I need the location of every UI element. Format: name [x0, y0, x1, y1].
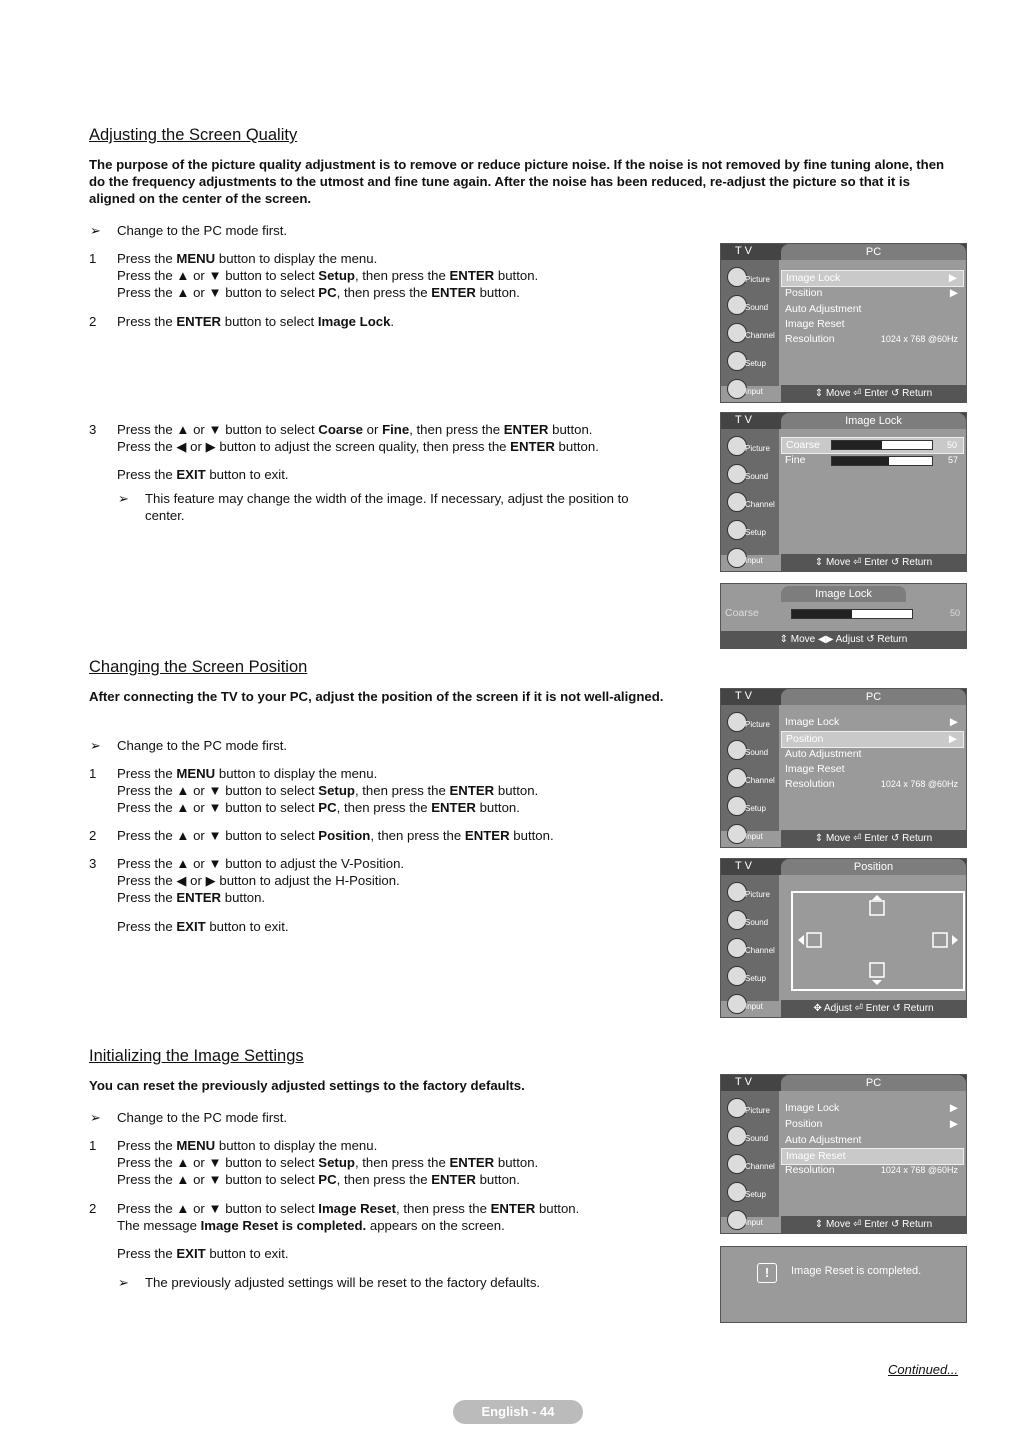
note-text: center. — [145, 508, 185, 523]
sound-icon — [727, 740, 747, 760]
osd-footer: ⇕ Move ⏎ Enter ↺ Return — [781, 1216, 966, 1233]
step-text: Press the ▲ or ▼ button to select Position, then press the ENTER button. — [117, 828, 554, 843]
channel-icon — [727, 323, 747, 343]
osd-side-input: Input — [723, 545, 777, 572]
osd-menu-item: Resolution 1024 x 768 @60Hz — [785, 778, 958, 790]
channel-icon — [727, 938, 747, 958]
exit-text: Press the EXIT button to exit. — [117, 1246, 289, 1261]
step-text: Press the ▲ or ▼ button to select PC, then press the ENTER button. — [117, 1172, 520, 1187]
osd-side-channel: Channel — [723, 935, 777, 963]
step-number: 2 — [89, 1201, 97, 1216]
step-text: Press the ▲ or ▼ button to select Setup, then press the ENTER button. — [117, 1155, 539, 1170]
osd-sidebar — [721, 429, 779, 565]
setup-icon — [727, 351, 747, 371]
osd-footer: ⇕ Move ⏎ Enter ↺ Return — [781, 554, 966, 571]
section-title-initialize: Initializing the Image Settings — [89, 1047, 304, 1065]
note-pc-mode: Change to the PC mode first. — [117, 223, 288, 238]
exit-text: Press the EXIT button to exit. — [117, 919, 289, 934]
note-text: The previously adjusted settings will be reset to the factory defaults. — [145, 1275, 541, 1290]
osd-side-input: Input — [723, 1207, 777, 1234]
osd-side-channel: Channel — [723, 489, 777, 517]
osd-side-setup: Setup — [723, 963, 777, 991]
step-text: Press the ▲ or ▼ button to select Image Reset, then press the ENTER button. — [117, 1201, 580, 1216]
setup-icon — [727, 966, 747, 986]
step-text: Press the MENU button to display the menu. — [117, 766, 378, 781]
note-arrow-icon: ➢ — [90, 738, 101, 753]
osd-menu-item: Position ▶ — [785, 287, 958, 299]
step-text: Press the ▲ or ▼ button to select PC, then press the ENTER button. — [117, 800, 520, 815]
osd-side-setup: Setup — [723, 793, 777, 821]
osd-side-channel: Channel — [723, 320, 777, 348]
osd-footer: ⇕ Move ⏎ Enter ↺ Return — [781, 830, 966, 847]
osd-side-setup: Setup — [723, 1179, 777, 1207]
coarse-bar — [831, 440, 933, 450]
note-pc-mode: Change to the PC mode first. — [117, 1110, 288, 1125]
osd-menu-item: Position ▶ — [781, 731, 964, 748]
osd-menu-item: Auto Adjustment — [785, 1134, 862, 1146]
note-arrow-icon: ➢ — [118, 491, 129, 506]
note-pc-mode: Change to the PC mode first. — [117, 738, 288, 753]
osd-tv-label: T V — [735, 690, 752, 702]
osd-coarse-row: Coarse 50 — [725, 607, 960, 619]
step-text: The message Image Reset is completed. appears on the screen. — [117, 1218, 505, 1233]
osd-title: Position — [781, 859, 966, 875]
osd-side-picture: Picture — [723, 709, 777, 737]
osd-side-picture: Picture — [723, 264, 777, 292]
osd-menu-item: Auto Adjustment — [785, 748, 862, 760]
note-arrow-icon: ➢ — [90, 1110, 101, 1125]
channel-icon — [727, 768, 747, 788]
picture-icon — [727, 1098, 747, 1118]
section-title-screen-position: Changing the Screen Position — [89, 658, 308, 676]
osd-tv-label: T V — [735, 1076, 752, 1088]
osd-footer: ⇕ Move ◀▶ Adjust ↺ Return — [721, 631, 966, 648]
osd-menu-item: Auto Adjustment — [785, 303, 862, 315]
osd-side-setup: Setup — [723, 348, 777, 376]
osd-menu-item: Image Lock ▶ — [785, 716, 958, 728]
sound-icon — [727, 910, 747, 930]
step-number: 3 — [89, 856, 97, 871]
osd-title: PC — [781, 244, 966, 260]
input-icon — [727, 379, 747, 399]
osd-tv-label: T V — [735, 860, 752, 872]
channel-icon — [727, 1154, 747, 1174]
osd-pc-menu — [720, 243, 967, 403]
position-frame — [791, 891, 965, 991]
osd-footer: ⇕ Move ⏎ Enter ↺ Return — [781, 385, 966, 402]
osd-side-input: Input — [723, 991, 777, 1018]
input-icon — [727, 994, 747, 1014]
osd-side-sound: Sound — [723, 292, 777, 320]
reset-message-text: Image Reset is completed. — [791, 1265, 922, 1277]
osd-side-sound: Sound — [723, 907, 777, 935]
osd-sidebar — [721, 705, 779, 841]
step-text: Press the ENTER button to select Image Lock. — [117, 314, 395, 329]
osd-pc-menu-position — [720, 688, 967, 848]
osd-sidebar — [721, 875, 779, 1011]
osd-side-sound: Sound — [723, 1123, 777, 1151]
step-text: Press the MENU button to display the menu. — [117, 1138, 378, 1153]
sound-icon — [727, 464, 747, 484]
osd-title: Image Lock — [781, 413, 966, 429]
intro-initialize: You can reset the previously adjusted settings to the factory defaults. — [89, 1078, 525, 1093]
osd-menu-item: Image Lock ▶ — [785, 1102, 958, 1114]
sound-icon — [727, 1126, 747, 1146]
osd-side-sound: Sound — [723, 737, 777, 765]
osd-sidebar — [721, 260, 779, 396]
continued-label: Continued... — [888, 1362, 959, 1377]
input-icon — [727, 1210, 747, 1230]
setup-icon — [727, 796, 747, 816]
osd-menu-item: Image Reset — [781, 1148, 964, 1165]
osd-menu-item: Image Lock ▶ — [781, 270, 964, 287]
channel-icon — [727, 492, 747, 512]
coarse-adjust-bar — [791, 609, 913, 619]
osd-menu-item: Resolution 1024 x 768 @60Hz — [785, 1164, 958, 1176]
section-title-screen-quality: Adjusting the Screen Quality — [89, 126, 298, 144]
osd-title: PC — [781, 1075, 966, 1091]
osd-menu-item: Resolution 1024 x 768 @60Hz — [785, 333, 958, 345]
step-text: Press the ▲ or ▼ button to select PC, then press the ENTER button. — [117, 285, 520, 300]
osd-menu-item: Image Reset — [785, 763, 845, 775]
picture-icon — [727, 712, 747, 732]
osd-pc-menu-reset — [720, 1074, 967, 1234]
osd-side-picture: Picture — [723, 1095, 777, 1123]
step-text: Press the ▲ or ▼ button to adjust the V-Position. — [117, 856, 405, 871]
note-arrow-icon: ➢ — [90, 223, 101, 238]
osd-side-sound: Sound — [723, 461, 777, 489]
step-number: 2 — [89, 314, 97, 329]
step-number: 1 — [89, 1138, 97, 1153]
osd-menu-item: Image Reset — [785, 318, 845, 330]
sound-icon — [727, 295, 747, 315]
osd-image-lock — [720, 412, 967, 572]
setup-icon — [727, 520, 747, 540]
step-text: Press the ◀ or ▶ button to adjust the H-Position. — [117, 873, 400, 888]
osd-title: Image Lock — [781, 586, 906, 602]
intro-screen-quality: The purpose of the picture quality adjustment is to remove or reduce picture noise. If the noise is not removed by fine tuning alone, then do the frequency adjustments to the utmost and fine tune again. After the noise has been reduced, re-adjust the picture so that it is aligned on the center of the screen. — [89, 157, 945, 206]
fine-bar — [831, 456, 933, 466]
osd-coarse-row: Coarse 50 — [781, 437, 964, 454]
picture-icon — [727, 882, 747, 902]
osd-side-picture: Picture — [723, 879, 777, 907]
input-icon — [727, 824, 747, 844]
osd-side-picture: Picture — [723, 433, 777, 461]
step-text: Press the ◀ or ▶ button to adjust the screen quality, then press the ENTER button. — [117, 439, 599, 454]
step-text: Press the ENTER button. — [117, 890, 266, 905]
picture-icon — [727, 267, 747, 287]
step-text: Press the ▲ or ▼ button to select Setup, then press the ENTER button. — [117, 268, 539, 283]
info-icon: ! — [757, 1263, 777, 1283]
page-number-badge: English - 44 — [453, 1400, 583, 1424]
osd-side-channel: Channel — [723, 765, 777, 793]
step-text: Press the MENU button to display the menu. — [117, 251, 378, 266]
step-text: Press the ▲ or ▼ button to select Coarse or Fine, then press the ENTER button. — [117, 422, 593, 437]
setup-icon — [727, 1182, 747, 1202]
step-number: 2 — [89, 828, 97, 843]
note-arrow-icon: ➢ — [118, 1275, 129, 1290]
osd-image-lock-adjust — [720, 583, 967, 649]
osd-footer: ✥ Adjust ⏎ Enter ↺ Return — [781, 1000, 966, 1017]
osd-tv-label: T V — [735, 414, 752, 426]
osd-side-input: Input — [723, 821, 777, 848]
osd-sidebar — [721, 1091, 779, 1227]
step-number: 1 — [89, 766, 97, 781]
exit-text: Press the EXIT button to exit. — [117, 467, 289, 482]
input-icon — [727, 548, 747, 568]
osd-reset-message — [720, 1246, 967, 1323]
osd-fine-row: Fine 57 — [785, 454, 958, 466]
osd-side-setup: Setup — [723, 517, 777, 545]
position-arrows-icon — [793, 893, 963, 989]
step-number: 3 — [89, 422, 97, 437]
osd-side-input: Input — [723, 376, 777, 403]
picture-icon — [727, 436, 747, 456]
step-text: Press the ▲ or ▼ button to select Setup, then press the ENTER button. — [117, 783, 539, 798]
osd-side-channel: Channel — [723, 1151, 777, 1179]
osd-title: PC — [781, 689, 966, 705]
intro-screen-position: After connecting the TV to your PC, adjust the position of the screen if it is not well-aligned. — [89, 689, 664, 704]
note-text: This feature may change the width of the image. If necessary, adjust the position to — [145, 491, 629, 506]
osd-tv-label: T V — [735, 245, 752, 257]
osd-menu-item: Position ▶ — [785, 1118, 958, 1130]
step-number: 1 — [89, 251, 97, 266]
osd-position — [720, 858, 967, 1018]
